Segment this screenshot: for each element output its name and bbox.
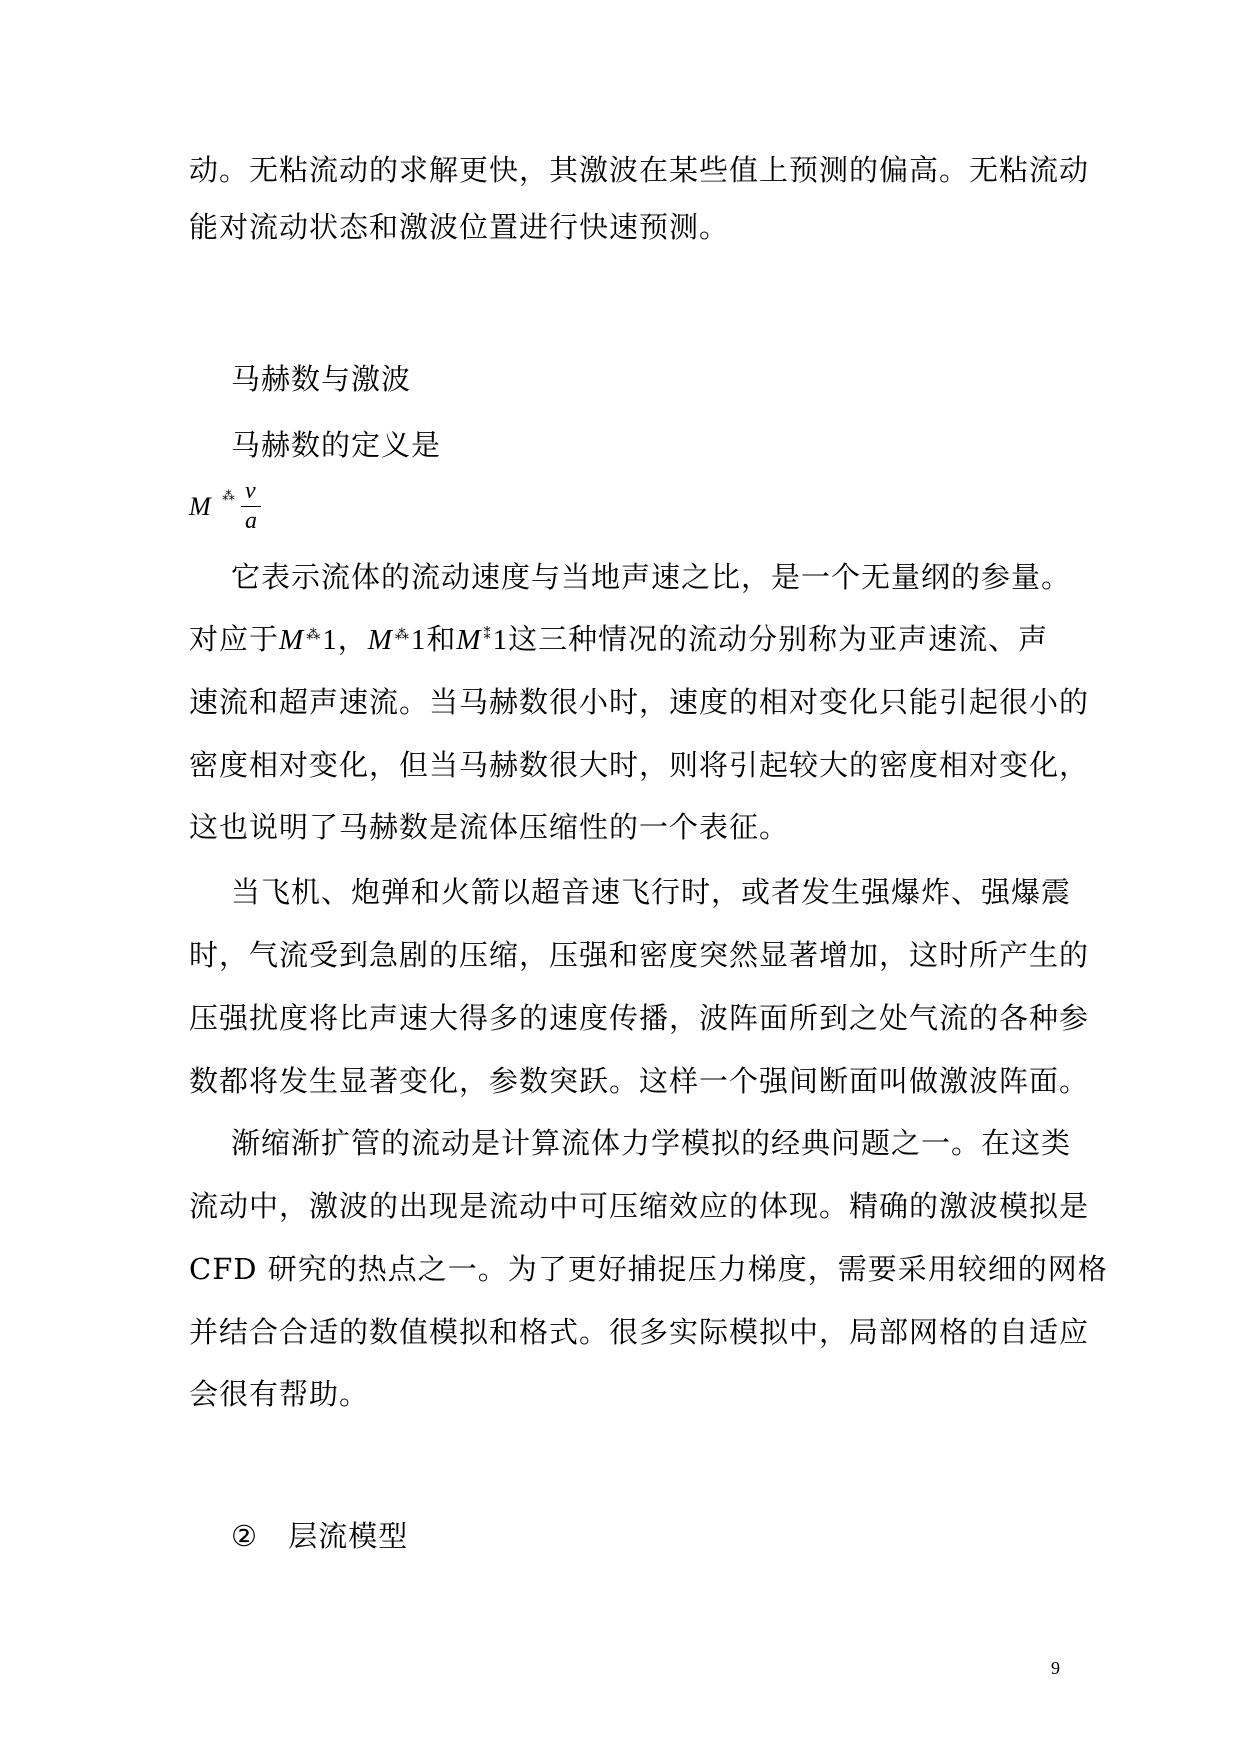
paragraph-line: 速流和超声速流。当马赫数很小时，速度的相对变化只能引起很小的 — [189, 685, 1090, 719]
paragraph-line: 数都将发生显著变化，参数突跃。这样一个强间断面叫做激波阵面。 — [189, 1064, 1090, 1098]
math-var: M — [367, 624, 393, 656]
formula-lhs: M — [189, 492, 211, 521]
formula-symbol: ⁂ — [222, 488, 235, 503]
math-symbol: ⁂ — [306, 627, 321, 643]
paragraph-line: 当飞机、炮弹和火箭以超音速飞行时，或者发生强爆炸、强爆震 — [231, 875, 1072, 909]
fraction-bar — [241, 506, 261, 507]
paragraph-line: 压强扰度将比声速大得多的速度传播，波阵面所到之处气流的各种参 — [189, 1001, 1090, 1035]
math-value: 1 — [492, 624, 509, 656]
math-symbol: ⁂ — [394, 627, 409, 643]
text-run: 这三种情况的流动分别称为亚声速流、声 — [508, 622, 1049, 656]
math-value: 1 — [322, 624, 338, 656]
math-value: 1 — [410, 624, 427, 656]
section-title: 层流模型 — [288, 1519, 409, 1553]
paragraph-line: 流动中，激波的出现是流动中可压缩效应的体现。精确的激波模拟是 — [189, 1189, 1090, 1223]
paragraph-line: 能对流动状态和激波位置进行快速预测。 — [189, 210, 730, 244]
definition-intro: 马赫数的定义是 — [231, 428, 442, 462]
paragraph-line: 它表示流体的流动速度与当地声速之比，是一个无量纲的参量。 — [231, 560, 1072, 594]
paragraph-line: 会很有帮助。 — [189, 1377, 370, 1411]
paragraph-line-mach-cases — [189, 617, 1048, 658]
paragraph-line: 时，气流受到急剧的压缩，压强和密度突然显著增加，这时所产生的 — [189, 938, 1090, 972]
paragraph-line: 并结合合适的数值模拟和格式。很多实际模拟中，局部网格的自适应 — [189, 1315, 1090, 1349]
page-number: 9 — [1051, 1658, 1060, 1678]
paragraph-line: 这也说明了马赫数是流体压缩性的一个表征。 — [189, 810, 790, 844]
formula-denominator: a — [245, 508, 257, 534]
section-number: ② — [231, 1519, 258, 1553]
text-run: 对应于 — [189, 622, 280, 656]
section-heading-laminar — [231, 1514, 408, 1555]
section-heading-mach: 马赫数与激波 — [231, 362, 412, 396]
math-symbol: ⁑ — [483, 627, 491, 643]
formula-numerator: v — [245, 478, 256, 504]
math-var: M — [279, 624, 305, 656]
text-run: 和 — [426, 622, 457, 656]
paragraph-line: 密度相对变化，但当马赫数很大时，则将引起较大的密度相对变化， — [189, 748, 1090, 782]
paragraph-line: CFD 研究的热点之一。为了更好捕捉压力梯度，需要采用较细的网格 — [189, 1252, 1108, 1286]
text-run: ， — [337, 622, 368, 656]
paragraph-line: 动。无粘流动的求解更快，其激波在某些值上预测的偏高。无粘流动 — [189, 153, 1090, 187]
paragraph-line: 渐缩渐扩管的流动是计算流体力学模拟的经典问题之一。在这类 — [231, 1126, 1072, 1160]
math-var: M — [456, 624, 482, 656]
mach-formula — [189, 478, 279, 544]
